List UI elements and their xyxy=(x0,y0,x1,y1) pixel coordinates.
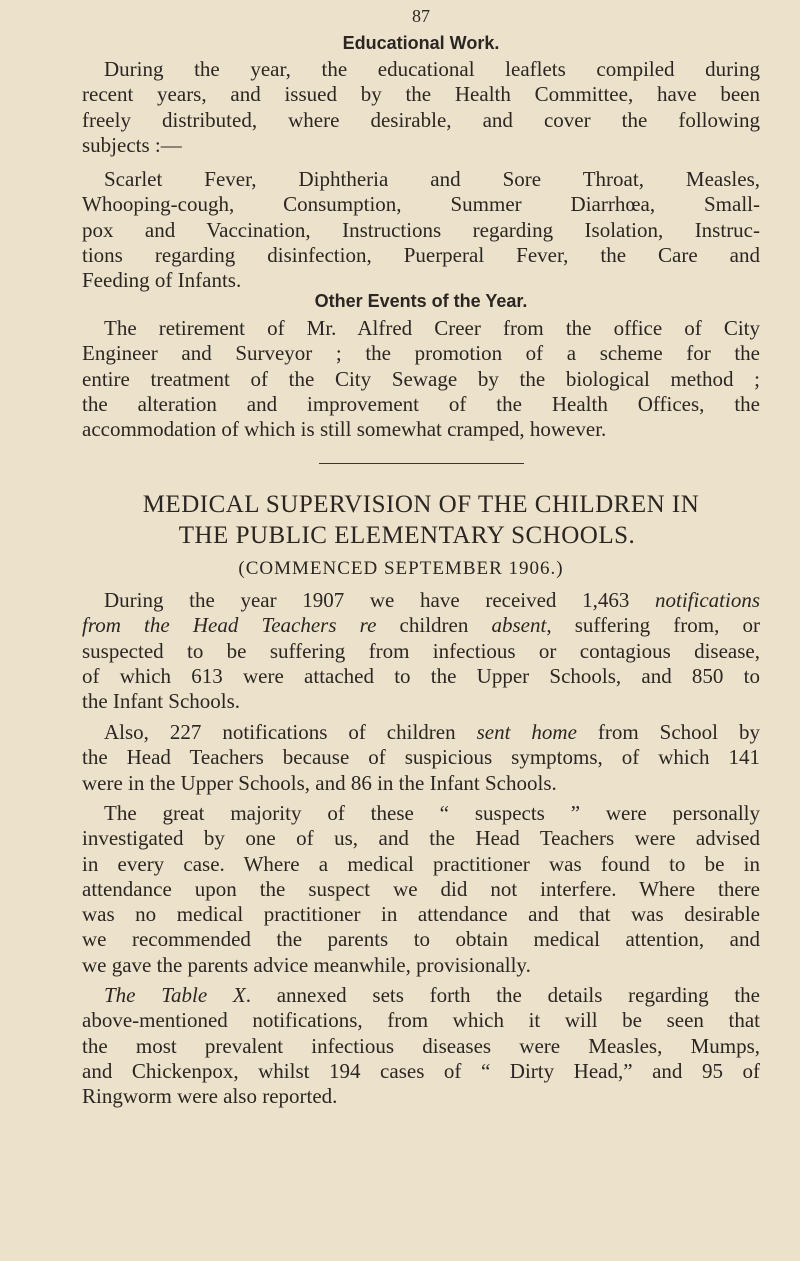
text-line xyxy=(82,927,760,952)
text-line xyxy=(82,1008,760,1033)
text-line xyxy=(82,367,760,392)
text-line xyxy=(82,133,760,158)
section-title-line2: THE PUBLIC ELEMENTARY SCHOOLS. xyxy=(178,522,636,549)
italic-text: The Table X xyxy=(104,983,246,1007)
text-segment: was no medical practitioner in attendance and that was desirable xyxy=(82,902,760,927)
text-line xyxy=(82,341,760,366)
text-segment: , suffering from, or xyxy=(546,613,760,638)
text-segment: Feeding of Infants. xyxy=(82,268,242,293)
text-segment: above-mentioned notifications, from which it will be seen that xyxy=(82,1008,760,1033)
text-segment: freely distributed, where desirable, and cover the following xyxy=(82,107,760,132)
text-line xyxy=(82,664,760,689)
text-segment: The great majority of these “ suspects ” were personally xyxy=(104,801,760,825)
text-segment: subjects :— xyxy=(82,132,182,157)
text-segment: the alteration and improvement of the Health Offices, the xyxy=(82,391,760,416)
text-line xyxy=(82,953,760,978)
text-segment: accommodation of which is still somewhat cramped, however. xyxy=(82,417,607,442)
divider xyxy=(319,463,524,464)
text-segment: the most prevalent infectious diseases were Measles, Mumps, xyxy=(82,1033,760,1058)
heading-other-events: Other Events of the Year. xyxy=(314,291,528,311)
text-segment: During the year 1907 we have received 1,463 xyxy=(104,588,655,612)
text-line xyxy=(82,983,760,1008)
page-number: 87 xyxy=(412,6,430,26)
text-line xyxy=(82,1059,760,1084)
paragraph xyxy=(82,57,760,158)
text-segment: Ringworm were also reported. xyxy=(82,1084,338,1109)
text-segment: Also, 227 notifications of children xyxy=(104,720,477,744)
text-line xyxy=(82,82,760,107)
italic-text: notifications xyxy=(655,588,760,612)
text-line xyxy=(82,1084,760,1109)
paragraph xyxy=(82,720,760,796)
text-segment: pox and Vaccination, Instructions regarding Isolation, Instruc- xyxy=(82,217,760,242)
text-segment: . annexed sets forth the details regarding the xyxy=(245,983,761,1007)
paragraph xyxy=(82,316,760,442)
text-segment: suspected to be suffering from infectious or contagious disease, xyxy=(82,638,760,663)
italic-text: sent home xyxy=(476,720,577,744)
text-segment: Whooping-cough, Consumption, Summer Diarrhœa, Small- xyxy=(82,192,760,217)
text-segment: attendance upon the suspect we did not interfere. Where there xyxy=(82,876,760,901)
text-line xyxy=(82,801,760,826)
heading-educational-work: Educational Work. xyxy=(342,33,500,53)
text-line xyxy=(82,588,760,613)
text-segment: of which 613 were attached to the Upper Schools, and 850 to xyxy=(82,663,760,688)
text-segment: in every case. Where a medical practitioner was found to be in xyxy=(82,851,760,876)
paragraph xyxy=(82,588,760,714)
text-segment: were in the Upper Schools, and 86 in the Infant Schools. xyxy=(82,770,557,795)
text-line xyxy=(82,192,760,217)
text-line xyxy=(82,826,760,851)
italic-text: absent xyxy=(491,613,547,638)
text-line xyxy=(82,902,760,927)
text-line xyxy=(82,639,760,664)
section-title-line1: MEDICAL SUPERVISION OF THE CHILDREN IN xyxy=(142,491,700,518)
text-line xyxy=(82,243,760,268)
text-line xyxy=(82,417,760,442)
text-line xyxy=(82,57,760,82)
text-segment: investigated by one of us, and the Head Teachers were advised xyxy=(82,826,760,851)
text-line xyxy=(82,316,760,341)
text-segment: the Infant Schools. xyxy=(82,689,241,714)
text-line xyxy=(82,268,760,293)
text-line xyxy=(82,1034,760,1059)
text-segment: During the year, the educational leaflets compiled during xyxy=(104,57,760,81)
text-line xyxy=(82,771,760,796)
text-segment: Engineer and Surveyor ; the promotion of a scheme for the xyxy=(82,341,760,366)
text-segment: we gave the parents advice meanwhile, provisionally. xyxy=(82,952,531,977)
text-line xyxy=(82,392,760,417)
italic-text: from the Head Teachers re xyxy=(82,613,377,638)
text-line xyxy=(82,852,760,877)
text-segment: the Head Teachers because of suspicious symptoms, of which 141 xyxy=(82,745,760,770)
text-segment: tions regarding disinfection, Puerperal Fever, the Care and xyxy=(82,242,760,267)
text-line xyxy=(82,689,760,714)
paragraph xyxy=(82,801,760,978)
text-segment: recent years, and issued by the Health Committee, have been xyxy=(82,82,760,107)
text-line xyxy=(82,877,760,902)
text-line xyxy=(82,108,760,133)
text-segment: children xyxy=(376,613,492,638)
paragraph xyxy=(82,167,760,293)
text-segment: entire treatment of the City Sewage by the biological method ; xyxy=(82,366,760,391)
text-segment: and Chickenpox, whilst 194 cases of “ Dirty Head,” and 95 of xyxy=(82,1058,760,1083)
text-line xyxy=(82,218,760,243)
text-line xyxy=(82,167,760,192)
text-line xyxy=(82,613,760,638)
text-line xyxy=(82,745,760,770)
text-segment: from School by xyxy=(576,720,760,744)
section-subtitle: (COMMENCED SEPTEMBER 1906.) xyxy=(238,558,564,579)
text-segment: Scarlet Fever, Diphtheria and Sore Throat, Measles, xyxy=(104,167,760,191)
paragraph xyxy=(82,983,760,1109)
text-segment: The retirement of Mr. Alfred Creer from the office of City xyxy=(104,316,760,340)
text-line xyxy=(82,720,760,745)
text-segment: we recommended the parents to obtain medical attention, and xyxy=(82,927,760,952)
